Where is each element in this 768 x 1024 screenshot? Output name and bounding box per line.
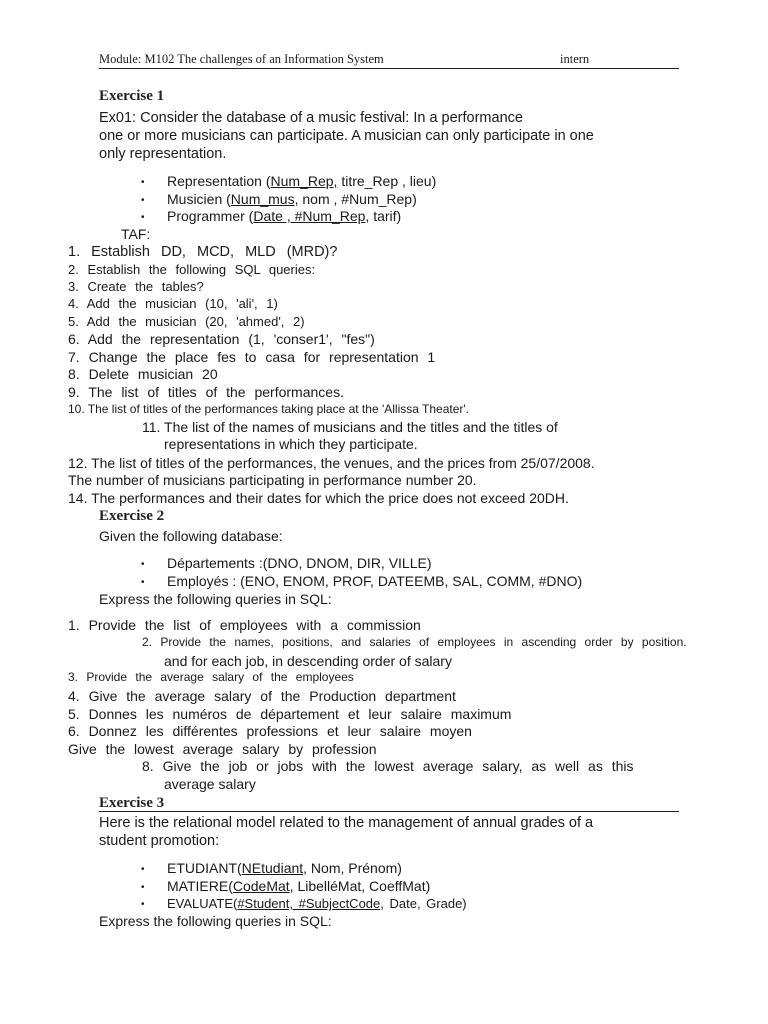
table-matiere: MATIERE(CodeMat, LibelléMat, CoeffMat) <box>167 878 431 894</box>
ex1-item-7: 7. Change the place fes to casa for representation 1 <box>68 349 436 365</box>
ex1-item-11-cont: representations in which they participate. <box>164 436 418 452</box>
ex1-item-1: 1. Establish DD, MCD, MLD (MRD)? <box>68 244 338 260</box>
ex1-item-14: 14. The performances and their dates for which the price does not exceed 20DH. <box>68 490 569 506</box>
exercise-2-title: Exercise 2 <box>99 508 165 524</box>
ex2-item-8-cont: average salary <box>164 776 256 792</box>
page-header <box>99 52 679 69</box>
ex1-item-11: 11. The list of the names of musicians and the titles and the titles of <box>142 419 558 435</box>
bullet-icon: • <box>141 177 145 188</box>
ex3-express: Express the following queries in SQL: <box>99 913 332 929</box>
ex3-intro-line2: student promotion: <box>99 833 220 849</box>
table-departements: Départements :(DNO, DNOM, DIR, VILLE) <box>167 555 432 571</box>
ex3-intro-line1: Here is the relational model related to the management of annual grades of a <box>99 815 594 831</box>
ex2-item-2: 2. Provide the names, positions, and salaries of employees in ascending order by position. <box>142 635 687 649</box>
ex1-intro-line3: only representation. <box>99 146 227 162</box>
bullet-icon: • <box>141 577 145 588</box>
ex2-intro: Given the following database: <box>99 528 283 544</box>
ex2-item-6: 6. Donnez les différentes professions et leur salaire moyen <box>68 723 472 739</box>
ex1-item-9: 9. The list of titles of the performances. <box>68 384 344 400</box>
ex1-item-6: 6. Add the representation (1, 'conser1', "fes") <box>68 331 375 347</box>
ex1-intro-line2: one or more musicians can participate. A musician can only participate in one <box>99 128 594 144</box>
ex1-item-4: 4. Add the musician (10, 'ali', 1) <box>68 296 278 311</box>
ex1-item-2: 2. Establish the following SQL queries: <box>68 262 316 277</box>
table-programmer: Programmer (Date , #Num_Rep, tarif) <box>167 208 402 224</box>
ex2-item-1: 1. Provide the list of employees with a commission <box>68 617 421 633</box>
ex1-item-12: 12. The list of titles of the performances, the venues, and the prices from 25/07/2008. <box>68 455 595 471</box>
table-representation: Representation (Num_Rep, titre_Rep , lieu) <box>167 173 437 189</box>
bullet-icon: • <box>141 212 145 223</box>
ex1-item-10: 10. The list of titles of the performances taking place at the 'Allissa Theater'. <box>68 402 470 416</box>
ex2-item-2-cont: and for each job, in descending order of salary <box>164 653 452 669</box>
table-employes: Employés : (ENO, ENOM, PROF, DATEEMB, SAL, COMM, #DNO) <box>167 573 583 589</box>
ex1-intro-line1: Ex01: Consider the database of a music festival: In a performance <box>99 110 523 126</box>
ex2-item-7: Give the lowest average salary by profession <box>68 741 377 757</box>
intern-label: intern <box>560 52 590 66</box>
ex2-express: Express the following queries in SQL: <box>99 591 332 607</box>
bullet-icon: • <box>141 864 145 875</box>
ex2-item-3: 3. Provide the average salary of the employees <box>68 670 354 684</box>
ex1-item-3: 3. Create the tables? <box>68 279 204 294</box>
bullet-icon: • <box>141 882 145 893</box>
ex2-item-4: 4. Give the average salary of the Production department <box>68 688 456 704</box>
table-musicien: Musicien (Num_mus, nom , #Num_Rep) <box>167 191 417 207</box>
ex2-item-5: 5. Donnes les numéros de département et leur salaire maximum <box>68 706 512 722</box>
table-evaluate: EVALUATE(#Student, #SubjectCode, Date, Grade) <box>167 896 467 911</box>
bullet-icon: • <box>141 559 145 570</box>
ex2-item-8: 8. Give the job or jobs with the lowest average salary, as well as this <box>142 758 634 774</box>
ex1-item-5: 5. Add the musician (20, 'ahmed', 2) <box>68 314 305 329</box>
ex1-item-13: The number of musicians participating in performance number 20. <box>68 472 477 488</box>
exercise-1-title: Exercise 1 <box>99 88 165 104</box>
exercise-3-header <box>99 795 679 812</box>
ex1-item-8: 8. Delete musician 20 <box>68 366 218 382</box>
bullet-icon: • <box>141 195 145 206</box>
bullet-icon: • <box>141 899 145 910</box>
taf-label: TAF: <box>121 226 151 242</box>
table-etudiant: ETUDIANT(NEtudiant, Nom, Prénom) <box>167 860 402 876</box>
exercise-3-title: Exercise 3 <box>99 795 165 811</box>
module-title: Module: M102 The challenges of an Information System <box>99 52 384 66</box>
